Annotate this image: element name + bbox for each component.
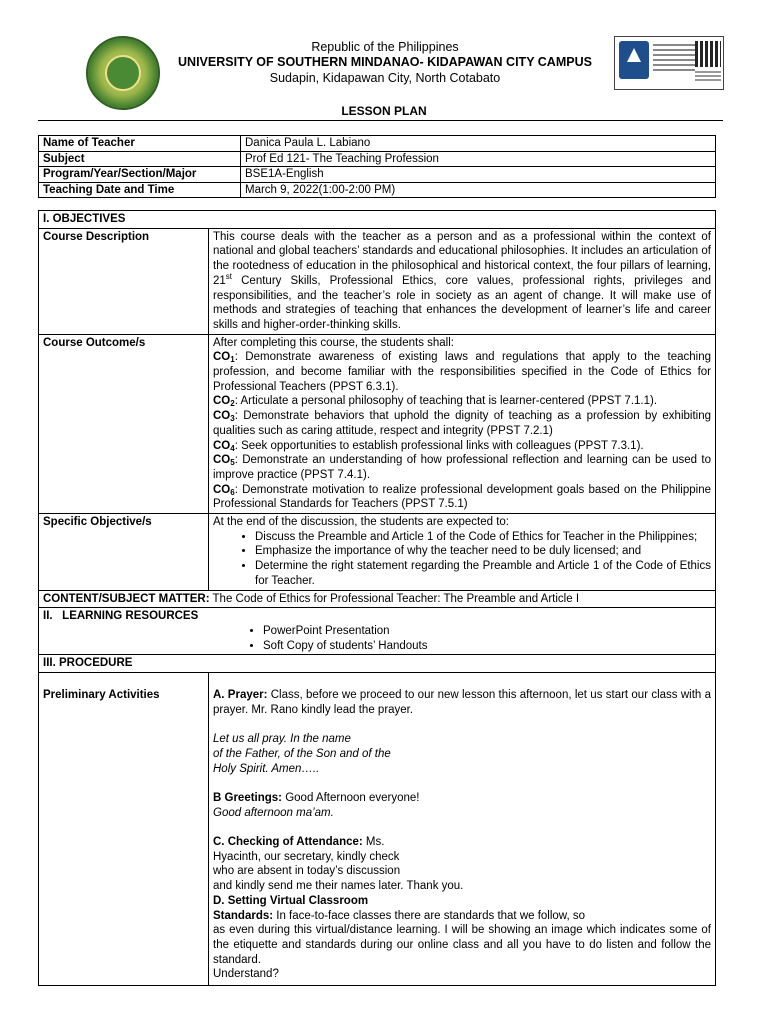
attendance-line: and kindly send me their names later. Thank you. (213, 880, 464, 893)
qr-code-icon (695, 41, 721, 67)
prayer-line: of the Father, of the Son and of the (213, 747, 391, 760)
course-description-text: This course deals with the teacher as a person and as a professional within the context of national and global teachers’ standards and educational philosophies. It includes an articulation of the rootedness of education in the philosophical and historical context, the four pillars of learning, 21st Century Skills, Professional Ethics, core values, professional rights, privileges and responsibilities, and the teacher’s role in society as an agent of change. It will make use of methods and strategies of teaching that enhances the development of learner’s life and career skills and higher-order-thinking skills. (209, 228, 716, 334)
info-label: Name of Teacher (39, 136, 241, 152)
outcome-text: : Demonstrate awareness of existing laws and regulations that apply to the teaching profession, and become familiar with the responsibilities specified in the Code of Ethics for Professional Teachers (PPST 6.3.1). (213, 351, 711, 393)
header-republic: Republic of the Philippines (311, 40, 459, 54)
preliminary-activities-cell (209, 673, 716, 986)
learning-resources-cell (39, 608, 716, 655)
table-row (39, 334, 716, 513)
learning-resources-heading: II. LEARNING RESOURCES (43, 610, 199, 623)
outcome-text: : Demonstrate behaviors that uphold the dignity of teaching as a profession by exhibiting qualities such as caring attitude, respect and integrity (PPST 7.2.1) (213, 410, 711, 437)
specific-objectives-label: Specific Objective/s (39, 514, 209, 591)
course-outcome-intro: After completing this course, the students shall: (213, 336, 454, 349)
outcome-list (213, 350, 711, 512)
info-value: Prof Ed 121- The Teaching Profession (241, 151, 716, 167)
info-value: March 9, 2022(1:00-2:00 PM) (241, 182, 716, 198)
specific-objectives-intro: At the end of the discussion, the students are expected to: (213, 516, 509, 529)
title-divider (38, 120, 723, 121)
list-item: • Discuss the Preamble and Article 1 of the Code of Ethics for Teacher in the Philippines; (255, 530, 711, 545)
content-subject-matter (39, 590, 716, 608)
prayer-line: Holy Spirit. Amen….. (213, 762, 320, 775)
outcome-item (213, 453, 711, 482)
greetings-text: Good Afternoon everyone! (282, 791, 420, 804)
university-seal-logo (86, 36, 160, 110)
table-row (39, 514, 716, 591)
virtual-classroom-label: D. Setting Virtual Classroom (213, 894, 369, 907)
procedure-heading: III. PROCEDURE (39, 655, 716, 673)
objectives-heading: I. OBJECTIVES (39, 211, 716, 229)
outcome-text: : Demonstrate an understanding of how professional reflection and learning can be used to improve practice (PPST 7.4.1). (213, 454, 711, 481)
outcome-text: : Seek opportunities to establish professional links with colleagues (PPST 7.3.1). (234, 439, 644, 452)
tuv-certification-badge (614, 36, 724, 90)
outcome-code: $CO_2$ (213, 395, 235, 409)
outcome-item (213, 350, 711, 394)
list-item: • Emphasize the importance of why the teacher need to be duly licensed; and (255, 544, 711, 559)
ordinal-suffix: st (225, 271, 233, 281)
info-label: Subject (39, 151, 241, 167)
course-outcome-cell (209, 334, 716, 513)
attendance-line: Hyacinth, our secretary, kindly check (213, 850, 400, 863)
table-row (39, 590, 716, 608)
content-label: CONTENT/SUBJECT MATTER: (43, 592, 210, 605)
lesson-plan-table (38, 210, 716, 986)
greetings-reply: Good afternoon ma’am. (213, 806, 334, 819)
course-description-label: Course Description (39, 228, 209, 334)
outcome-code: $CO_4$ (213, 439, 235, 453)
table-row (39, 151, 716, 167)
outcome-text: : Demonstrate motivation to realize professional development goals based on the Philippine Professional Standards for Teachers (PPST 7.5.1) (213, 483, 711, 511)
prayer-label: A. Prayer: (213, 689, 268, 702)
document-title: LESSON PLAN (341, 104, 427, 118)
header-address: Sudapin, Kidapawan City, North Cotabato (269, 71, 501, 85)
specific-objectives-cell (209, 514, 716, 591)
info-value: Danica Paula L. Labiano (241, 136, 716, 152)
standards-paragraph: as even during this virtual/distance learning. I will be showing an image which indicates some of the etiquette and standards during our online class and all you have to do listen and follow the standard. (213, 924, 711, 966)
table-row (39, 655, 716, 673)
outcome-item (213, 394, 711, 409)
content-value: The Code of Ethics for Professional Teacher: The Preamble and Article I (209, 592, 580, 605)
table-row (39, 608, 716, 655)
header-university: UNIVERSITY OF SOUTHERN MINDANAO- KIDAPAWAN CITY CAMPUS (178, 55, 592, 69)
outcome-code: $CO_1$ (213, 351, 235, 365)
teacher-info-table (38, 135, 716, 198)
outcome-text: : Articulate a personal philosophy of teaching that is learner-centered (PPST 7.1.1). (234, 395, 658, 408)
table-row (39, 167, 716, 183)
outcome-item (213, 439, 711, 454)
attendance-label: C. Checking of Attendance: (213, 836, 363, 849)
attendance-line: who are absent in today’s discussion (213, 865, 401, 878)
standards-label: Standards: (213, 909, 274, 922)
preliminary-activities-label: Preliminary Activities (39, 673, 209, 986)
table-row (39, 182, 716, 198)
outcome-code: $CO_3$ (213, 410, 235, 424)
list-item: • Determine the right statement regarding the Preamble and Article 1 of the Code of Ethics for Teacher. (255, 559, 711, 588)
outcome-item (213, 483, 711, 512)
attendance-text: Ms. (362, 836, 385, 849)
table-row (39, 136, 716, 152)
outcome-code: $CO_6$ (213, 483, 235, 497)
info-label: Teaching Date and Time (39, 182, 241, 198)
standards-text: In face-to-face classes there are standards that we follow, so (273, 909, 586, 922)
outcome-item (213, 409, 711, 438)
table-row (39, 211, 716, 229)
greetings-label: B Greetings: (213, 791, 283, 804)
table-row (39, 673, 716, 986)
prayer-text: Class, before we proceed to our new lesson this afternoon, let us start our class with a prayer. Mr. Rano kindly lead the prayer. (213, 689, 711, 716)
list-item: • Soft Copy of students’ Handouts (263, 639, 711, 654)
outcome-code: $CO_5$ (213, 454, 235, 468)
course-outcome-label: Course Outcome/s (39, 334, 209, 513)
info-value: BSE1A-English (241, 167, 716, 183)
table-row (39, 228, 716, 334)
prayer-line: Let us all pray. In the name (213, 733, 351, 746)
info-label: Program/Year/Section/Major (39, 167, 241, 183)
standards-end: Understand? (213, 968, 279, 981)
list-item: • PowerPoint Presentation (263, 624, 711, 639)
